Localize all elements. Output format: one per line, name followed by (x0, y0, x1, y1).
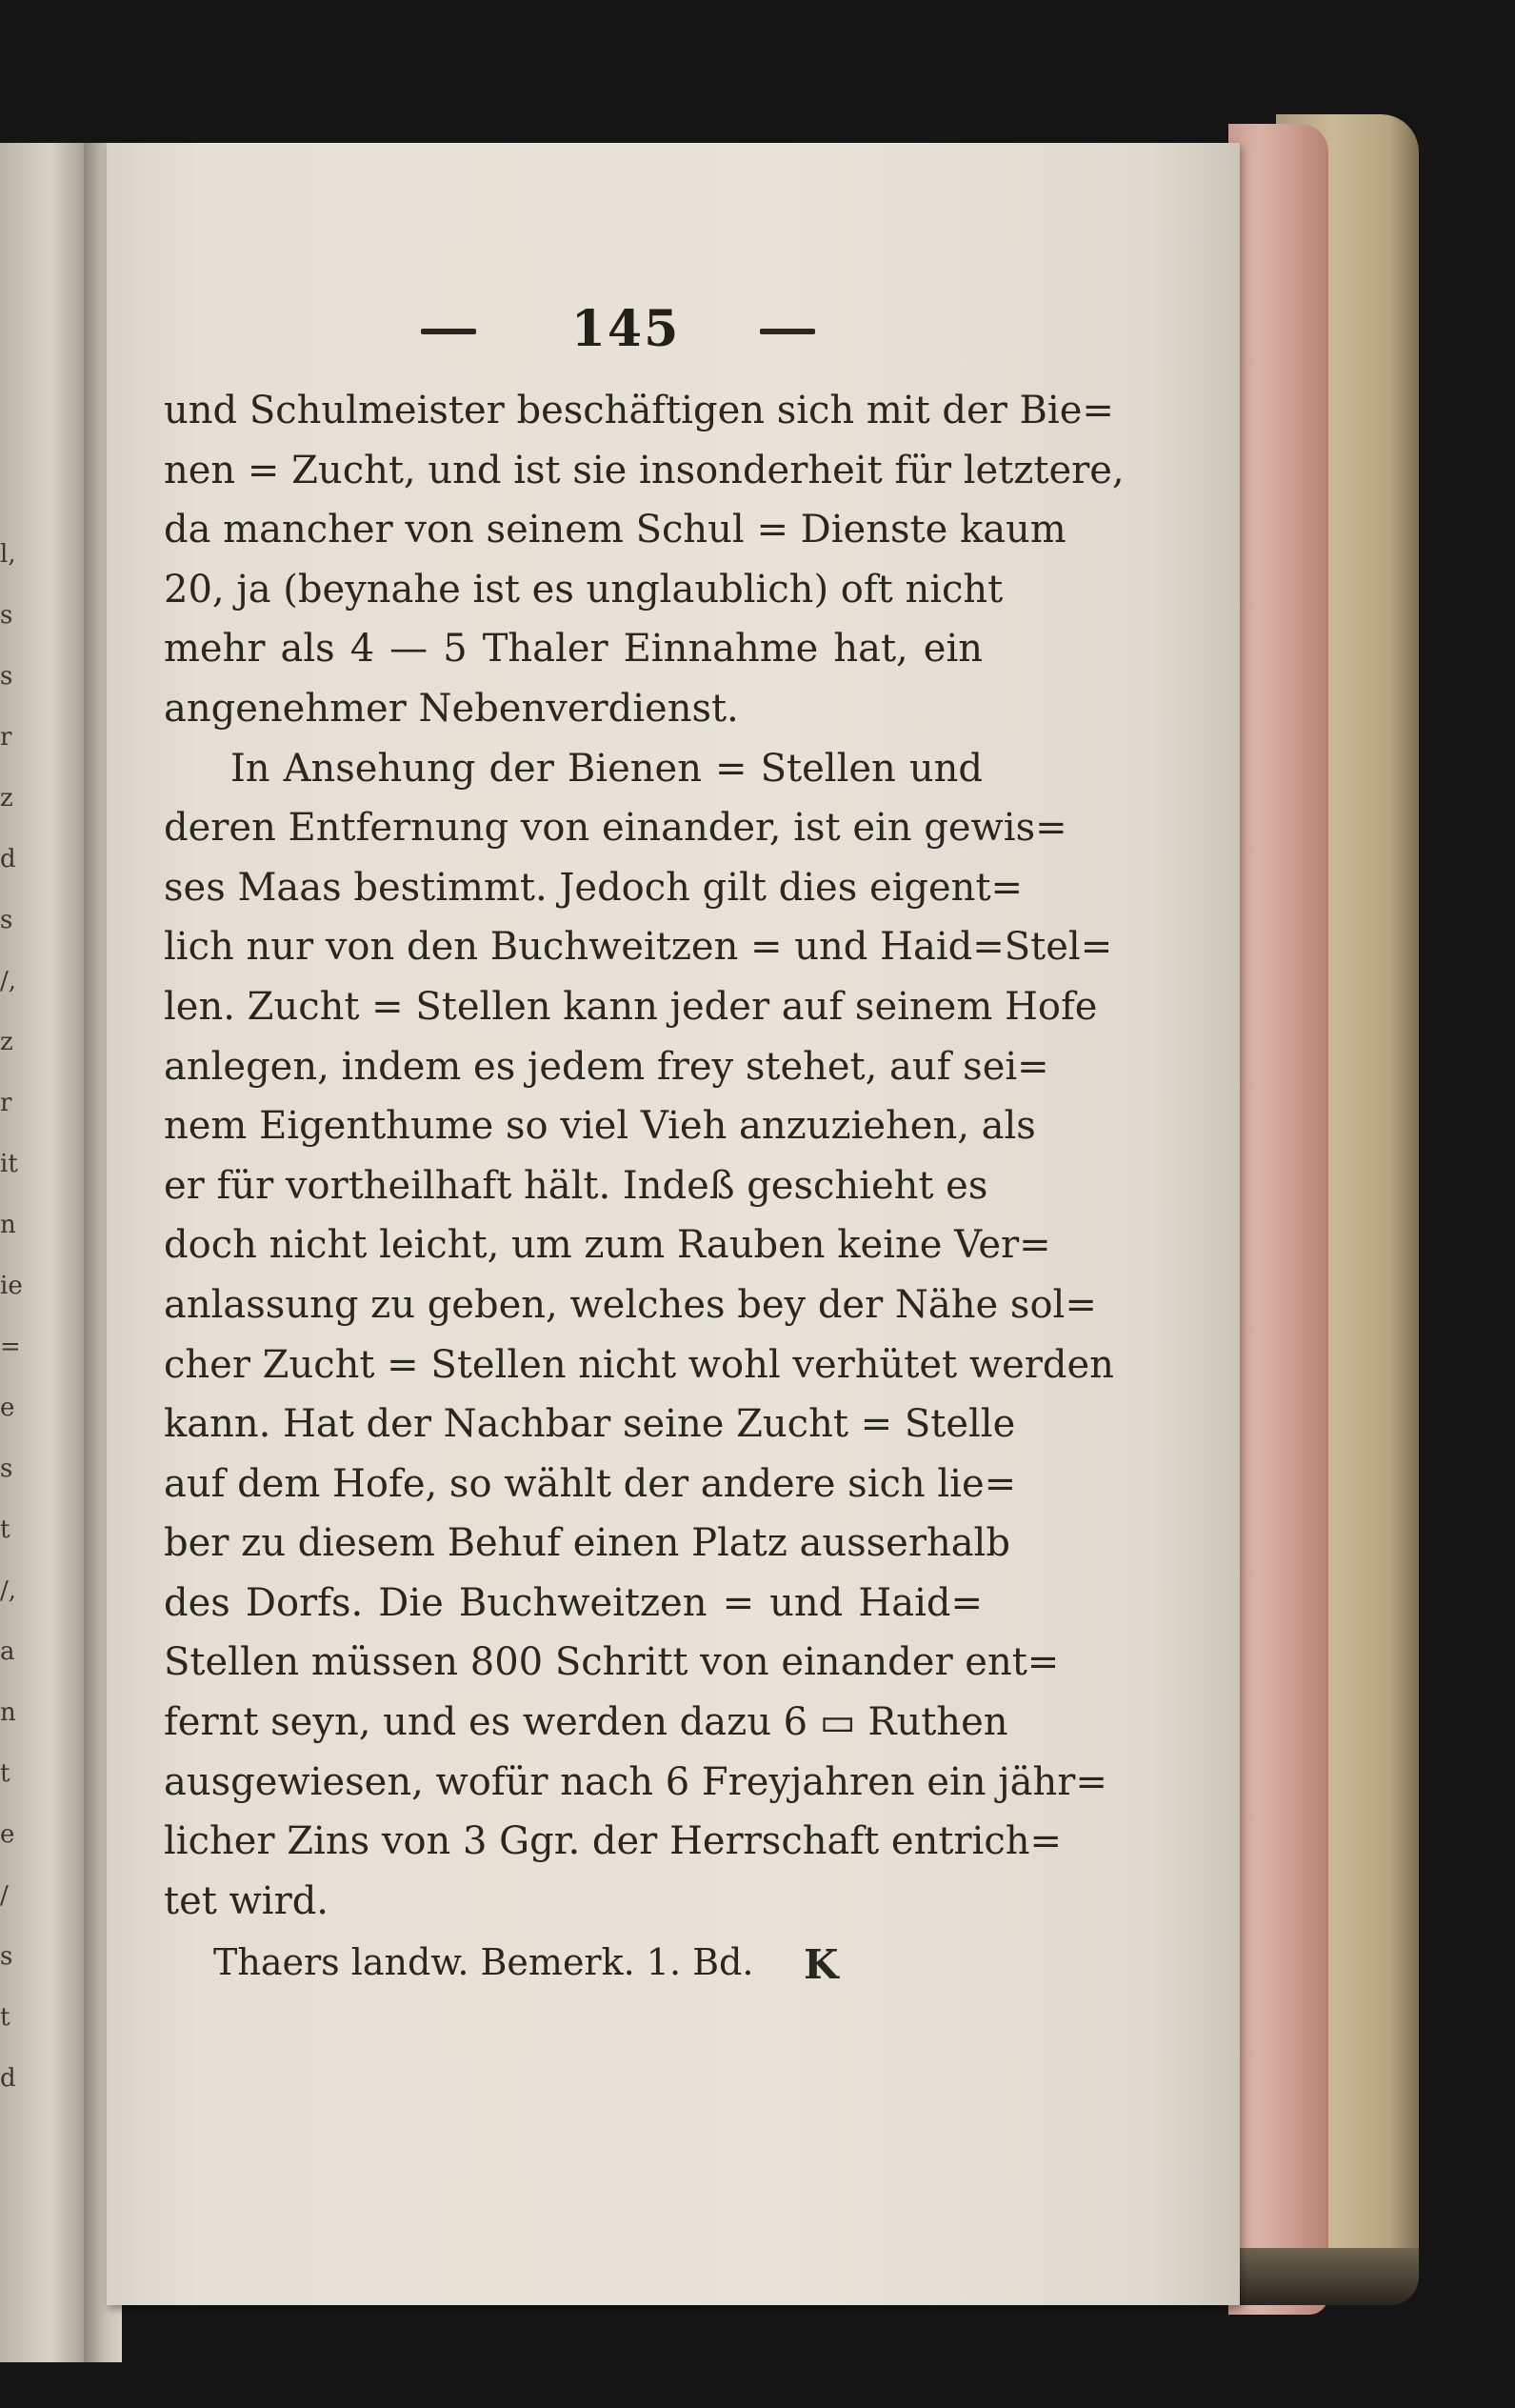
page-edges (1228, 124, 1328, 2315)
left-page-fragment: s (0, 1942, 13, 1971)
text-line: da mancher von seinem Schul = Dienste kaum (164, 508, 1066, 552)
left-page-fragment: z (0, 1028, 13, 1056)
left-page-fragment: e (0, 1394, 15, 1422)
left-page-fragment: t (0, 2003, 10, 2032)
left-page-fragment: s (0, 906, 13, 934)
left-page-fragment: l, (0, 540, 16, 569)
text-line: fernt seyn, und es werden dazu 6 ▭ Ruthen (164, 1700, 1008, 1745)
header-dash-right (760, 329, 815, 334)
left-page-fragment: s (0, 601, 13, 630)
left-page-fragment: r (0, 723, 12, 752)
cover-shadow (1228, 2248, 1419, 2305)
text-line: ausgewiesen, wofür nach 6 Freyjahren ein jähr= (164, 1759, 1107, 1804)
text-line: nen = Zucht, und ist sie insonderheit für letztere, (164, 448, 1125, 492)
text-line: anlegen, indem es jedem frey stehet, auf sei= (164, 1044, 1049, 1089)
left-page-fragment: it (0, 1150, 18, 1178)
left-page-fragment: /, (0, 967, 17, 995)
left-page-fragment: / (0, 1881, 9, 1910)
text-line: 20, ja (beynahe ist es unglaublich) oft nicht (164, 567, 1004, 612)
left-page-fragment: s (0, 1455, 13, 1483)
body-text (164, 381, 1125, 1931)
left-page-fragment: /, (0, 1576, 17, 1605)
text-line: len. Zucht = Stellen kann jeder auf seinem Hofe (164, 984, 1098, 1029)
text-line: und Schulmeister beschäftigen sich mit der Bie= (164, 389, 1114, 432)
text-line: angenehmer Nebenverdienst. (164, 686, 739, 731)
text-line: cher Zucht = Stellen nicht wohl verhütet werden (164, 1342, 1114, 1387)
text-line: lich nur von den Buchweitzen = und Haid=Stel= (164, 925, 1113, 970)
text-line: deren Entfernung von einander, ist ein gewis= (164, 806, 1067, 851)
left-page-fragment: d (0, 845, 16, 873)
left-page-edge (0, 143, 90, 2362)
signature-mark: K (804, 1941, 839, 1988)
left-page-fragment: d (0, 2064, 16, 2093)
text-line: In Ansehung der Bienen = Stellen und (230, 746, 983, 791)
page-number: 145 (570, 300, 681, 358)
text-line: des Dorfs. Die Buchweitzen = und Haid= (164, 1580, 983, 1625)
text-line: auf dem Hofe, so wählt der andere sich lie= (164, 1461, 1017, 1506)
left-page-fragment: n (0, 1698, 16, 1727)
text-line: tet wird. (164, 1878, 329, 1923)
left-page-fragment: a (0, 1637, 15, 1666)
text-line: anlassung zu geben, welches bey der Nähe sol= (164, 1282, 1097, 1327)
left-page-fragment: ie (0, 1272, 23, 1300)
text-line: kann. Hat der Nachbar seine Zucht = Stelle (164, 1402, 1016, 1447)
left-page-fragment: t (0, 1759, 10, 1788)
text-line: mehr als 4 — 5 Thaler Einnahme hat, ein (164, 627, 983, 672)
page-header (421, 300, 821, 367)
left-page-fragment: z (0, 784, 13, 813)
text-line: licher Zins von 3 Ggr. der Herrschaft entrich= (164, 1819, 1063, 1864)
signature-reference: Thaers landw. Bemerk. 1. Bd. (213, 1941, 754, 1983)
book-page (107, 143, 1240, 2305)
left-page-fragment: n (0, 1211, 16, 1239)
left-page-fragment: r (0, 1089, 12, 1117)
page-footer (213, 1941, 899, 1998)
text-line: Stellen müssen 800 Schritt von einander ent= (164, 1640, 1060, 1685)
left-page-fragment: = (0, 1333, 21, 1361)
text-line: doch nicht leicht, um zum Rauben keine Ver= (164, 1223, 1051, 1268)
text-line: nem Eigenthume so viel Vieh anzuziehen, als (164, 1104, 1036, 1149)
left-page-fragments (0, 524, 29, 2109)
left-page-fragment: t (0, 1515, 10, 1544)
left-page-fragment: e (0, 1820, 15, 1849)
text-line: er für vortheilhaft hält. Indeß geschieht es (164, 1163, 988, 1208)
text-line: ber zu diesem Behuf einen Platz ausserhalb (164, 1521, 1010, 1566)
header-dash-left (421, 329, 476, 334)
left-page-fragment: s (0, 662, 13, 691)
text-line: ses Maas bestimmt. Jedoch gilt dies eigent= (164, 865, 1024, 910)
